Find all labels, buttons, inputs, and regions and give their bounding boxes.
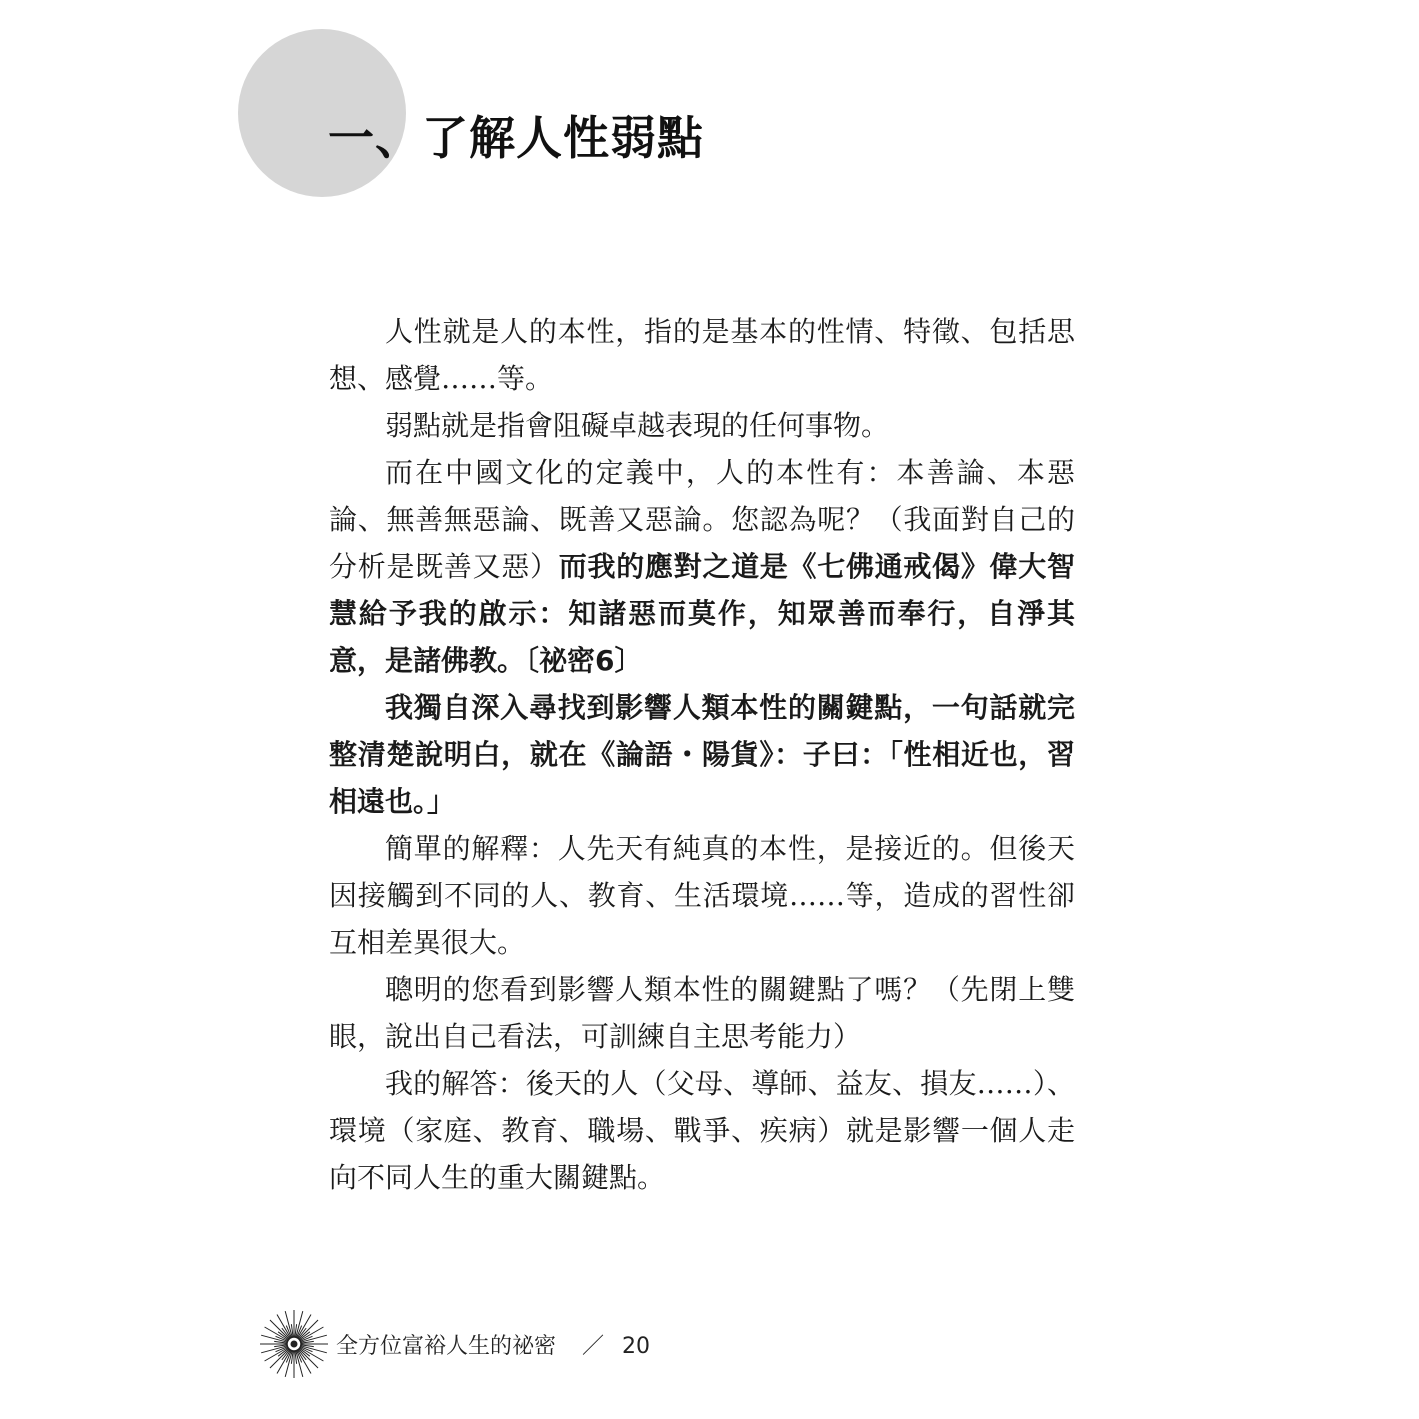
paragraph-chinese-culture-bold: 而我的應對之道是《七佛通戒偈》偉大智慧給予我的啟示：知諸惡而莫作，知眾善而奉行，自淨其意，是諸佛教。〔祕密6〕 bbox=[329, 550, 1075, 677]
footer-text bbox=[336, 1329, 650, 1360]
chapter-heading: 一、了解人性弱點 bbox=[328, 111, 704, 165]
paragraph-explanation: 簡單的解釋：人先天有純真的本性，是接近的。但後天因接觸到不同的人、教育、生活環境……等，造成的習性卻互相差異很大。 bbox=[329, 832, 1075, 959]
body-text bbox=[329, 308, 1075, 1201]
paragraph-question: 聰明的您看到影響人類本性的關鍵點了嗎？（先閉上雙眼，說出自己看法，可訓練自主思考能力） bbox=[329, 973, 1075, 1053]
paragraph-chinese-culture-normal: 而在中國文化的定義中，人的本性有：本善論、本惡論、無善無惡論、既善又惡論。您認為呢？（我面對自己的分析是既善又惡） bbox=[329, 456, 1075, 583]
footer-book-title: 全方位富裕人生的祕密 bbox=[336, 1334, 557, 1359]
page-number: 20 bbox=[622, 1334, 651, 1359]
paragraph-weakness: 弱點就是指會阻礙卓越表現的任何事物。 bbox=[385, 409, 890, 442]
paragraph-key-point: 我獨自深入尋找到影響人類本性的關鍵點，一句話就完整清楚說明白，就在《論語・陽貨》：子曰：「性相近也，習相遠也。」 bbox=[329, 691, 1075, 818]
paragraph-human-nature: 人性就是人的本性，指的是基本的性情、特徵、包括思想、感覺……等。 bbox=[329, 315, 1075, 395]
paragraph-chinese-culture bbox=[329, 449, 1075, 684]
starburst-icon bbox=[258, 1308, 330, 1380]
footer-separator: ／ bbox=[582, 1334, 605, 1359]
paragraph-answer: 我的解答：後天的人（父母、導師、益友、損友……）、環境（家庭、教育、職場、戰爭、疾病）就是影響一個人走向不同人生的重大關鍵點。 bbox=[329, 1067, 1075, 1194]
page-footer bbox=[258, 1308, 758, 1378]
